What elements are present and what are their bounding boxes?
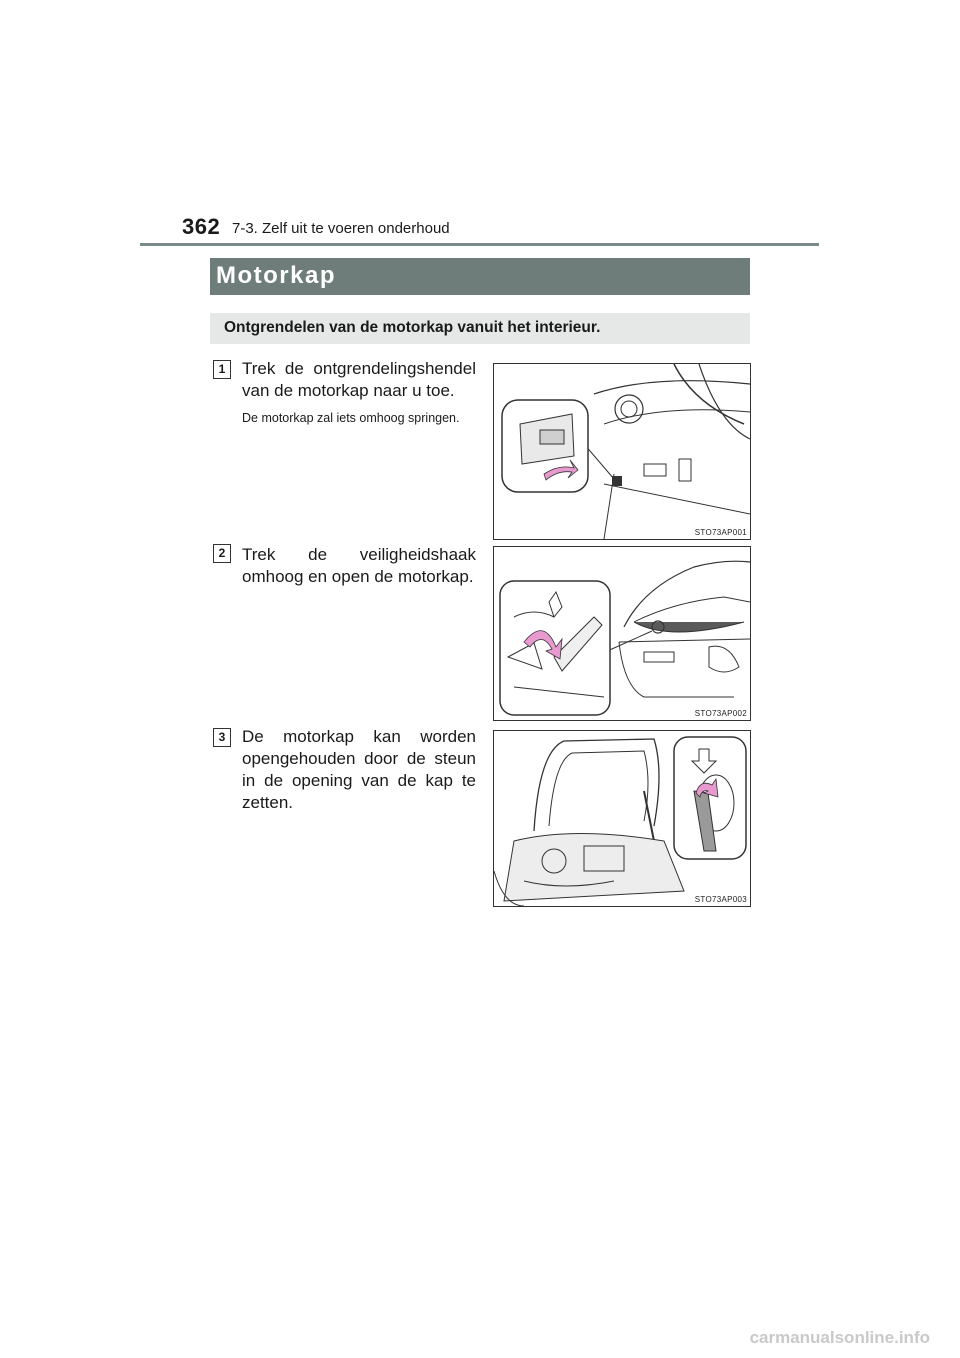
hood-release-illustration: [494, 364, 750, 539]
step-number-2: 2: [213, 544, 231, 563]
page-title: Motorkap: [216, 262, 336, 289]
step-3-text: De motorkap kan worden opengehouden door de steun in de opening van de kap te zetten.: [242, 727, 476, 812]
figure-safety-catch: [493, 546, 751, 721]
figure-hood-support-rod: [493, 730, 751, 907]
section-reference: 7-3. Zelf uit te voeren onderhoud: [232, 220, 450, 237]
figure-code-3: STO73AP003: [694, 895, 747, 904]
hood-support-illustration: [494, 731, 750, 906]
figure-code-1: STO73AP001: [694, 528, 747, 537]
figure-hood-release-lever: [493, 363, 751, 540]
subheading: Ontgrendelen van de motorkap vanuit het interieur.: [224, 319, 601, 336]
header-rule: [140, 243, 819, 246]
safety-catch-illustration: [494, 547, 750, 720]
page-number: 362: [182, 214, 221, 239]
step-number-3: 3: [213, 728, 231, 747]
step-1-text: Trek de ontgrendelingshendel van de motorkap naar u toe.: [242, 359, 476, 400]
step-1-note: De motorkap zal iets omhoog springen.: [242, 411, 460, 425]
step-number-1: 1: [213, 360, 231, 379]
watermark: carmanualsonline.info: [749, 1328, 930, 1347]
figure-code-2: STO73AP002: [694, 709, 747, 718]
step-2-text: Trek de veiligheidshaak omhoog en open de motorkap.: [242, 545, 476, 586]
